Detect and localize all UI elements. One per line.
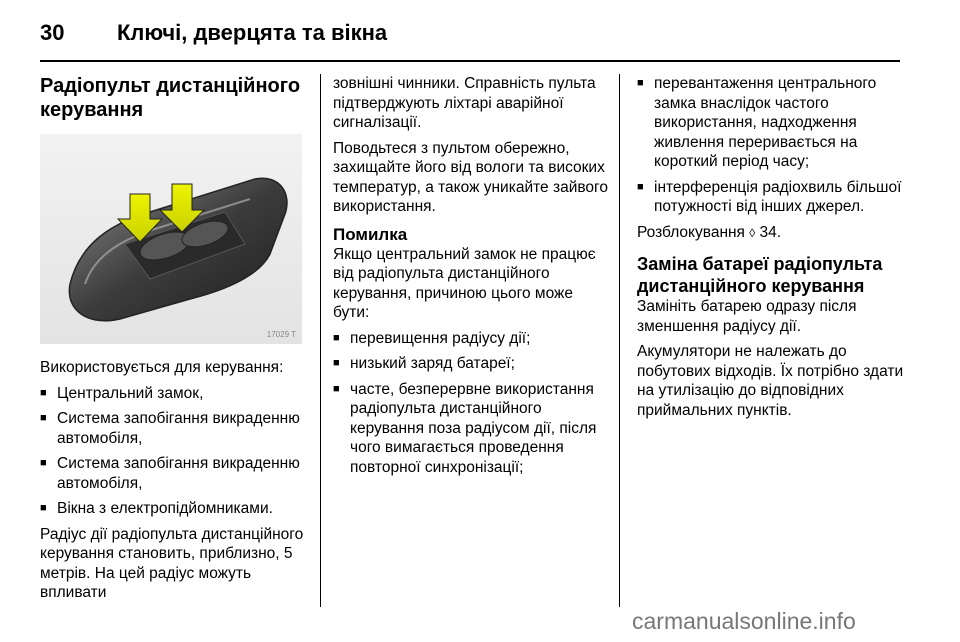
unlock-label: Розблокування [637, 223, 745, 241]
range-paragraph: Радіус дії радіопульта дистанційного керування становить, приблизно, 5 метрів. На цей радіус можуть впливати [40, 525, 304, 601]
disposal-paragraph: Акумулятори не належать до побутових відходів. Їх потрібно здати на утилізацію до відповідних приймальних пунктів. [637, 343, 904, 419]
causes-list-continued [637, 74, 917, 217]
list-item: ■ часте, безперервне використання радіопульта дистанційного керування поза радіусом дії, після чого вимагається проведення повторної синхронізації; [333, 380, 609, 478]
column-2 [333, 74, 609, 483]
figure-id: 17029 T [266, 330, 296, 339]
uses-list [40, 384, 308, 519]
battery-paragraph: Замініть батарею одразу після зменшення радіусу дії. [637, 298, 857, 335]
column-1 [40, 74, 308, 609]
page-header [40, 12, 900, 60]
list-item: ■ Вікна з електропідйомниками. [40, 499, 308, 519]
section-heading-remote: Радіопульт дистанційного керування [40, 75, 301, 121]
column-3 [637, 74, 917, 426]
unlock-reference [637, 223, 917, 244]
list-item: ■ інтерференція радіохвиль більшої потужності від інших джерел. [637, 178, 917, 217]
paragraph: зовнішні чинники. Справність пульта підтверджують ліхтарі аварійної сигналізації. [333, 75, 596, 131]
unlock-page[interactable]: 34. [759, 223, 782, 241]
column-divider [320, 74, 321, 607]
header-rule [40, 60, 900, 62]
list-item: ■ низький заряд батареї; [333, 354, 609, 374]
paragraph: Поводьтеся з пультом обережно, захищайте його від вологи та високих температур, а також уникайте зайвого використання. [333, 139, 608, 215]
fault-paragraph: Якщо центральний замок не працює від радіопульта дистанційного керування, причиною цього може бути: [333, 245, 596, 321]
column-divider [619, 74, 620, 607]
uses-intro: Використовується для керування: [40, 359, 284, 376]
fault-heading: Помилка [333, 224, 408, 244]
list-item: ■ Система запобігання викраденню автомобіля, [40, 409, 308, 448]
list-item: ■ перевищення радіусу дії; [333, 329, 609, 349]
list-item: ■ Центральний замок, [40, 384, 308, 404]
causes-list [333, 329, 609, 478]
page-number: 30 [40, 20, 65, 45]
list-item: ■ перевантаження центрального замка внаслідок частого використання, надходження живлення переривається на короткий період часу; [637, 74, 917, 172]
chapter-title: Ключі, дверцята та вікна [117, 20, 388, 45]
remote-key-illustration [40, 134, 302, 344]
battery-heading: Заміна батареї радіопульта дистанційного керування [637, 254, 883, 296]
list-item: ■ Система запобігання викраденню автомобіля, [40, 454, 308, 493]
watermark: carmanualsonline.info [632, 608, 856, 634]
page-reference-icon: ◊ [749, 225, 756, 240]
